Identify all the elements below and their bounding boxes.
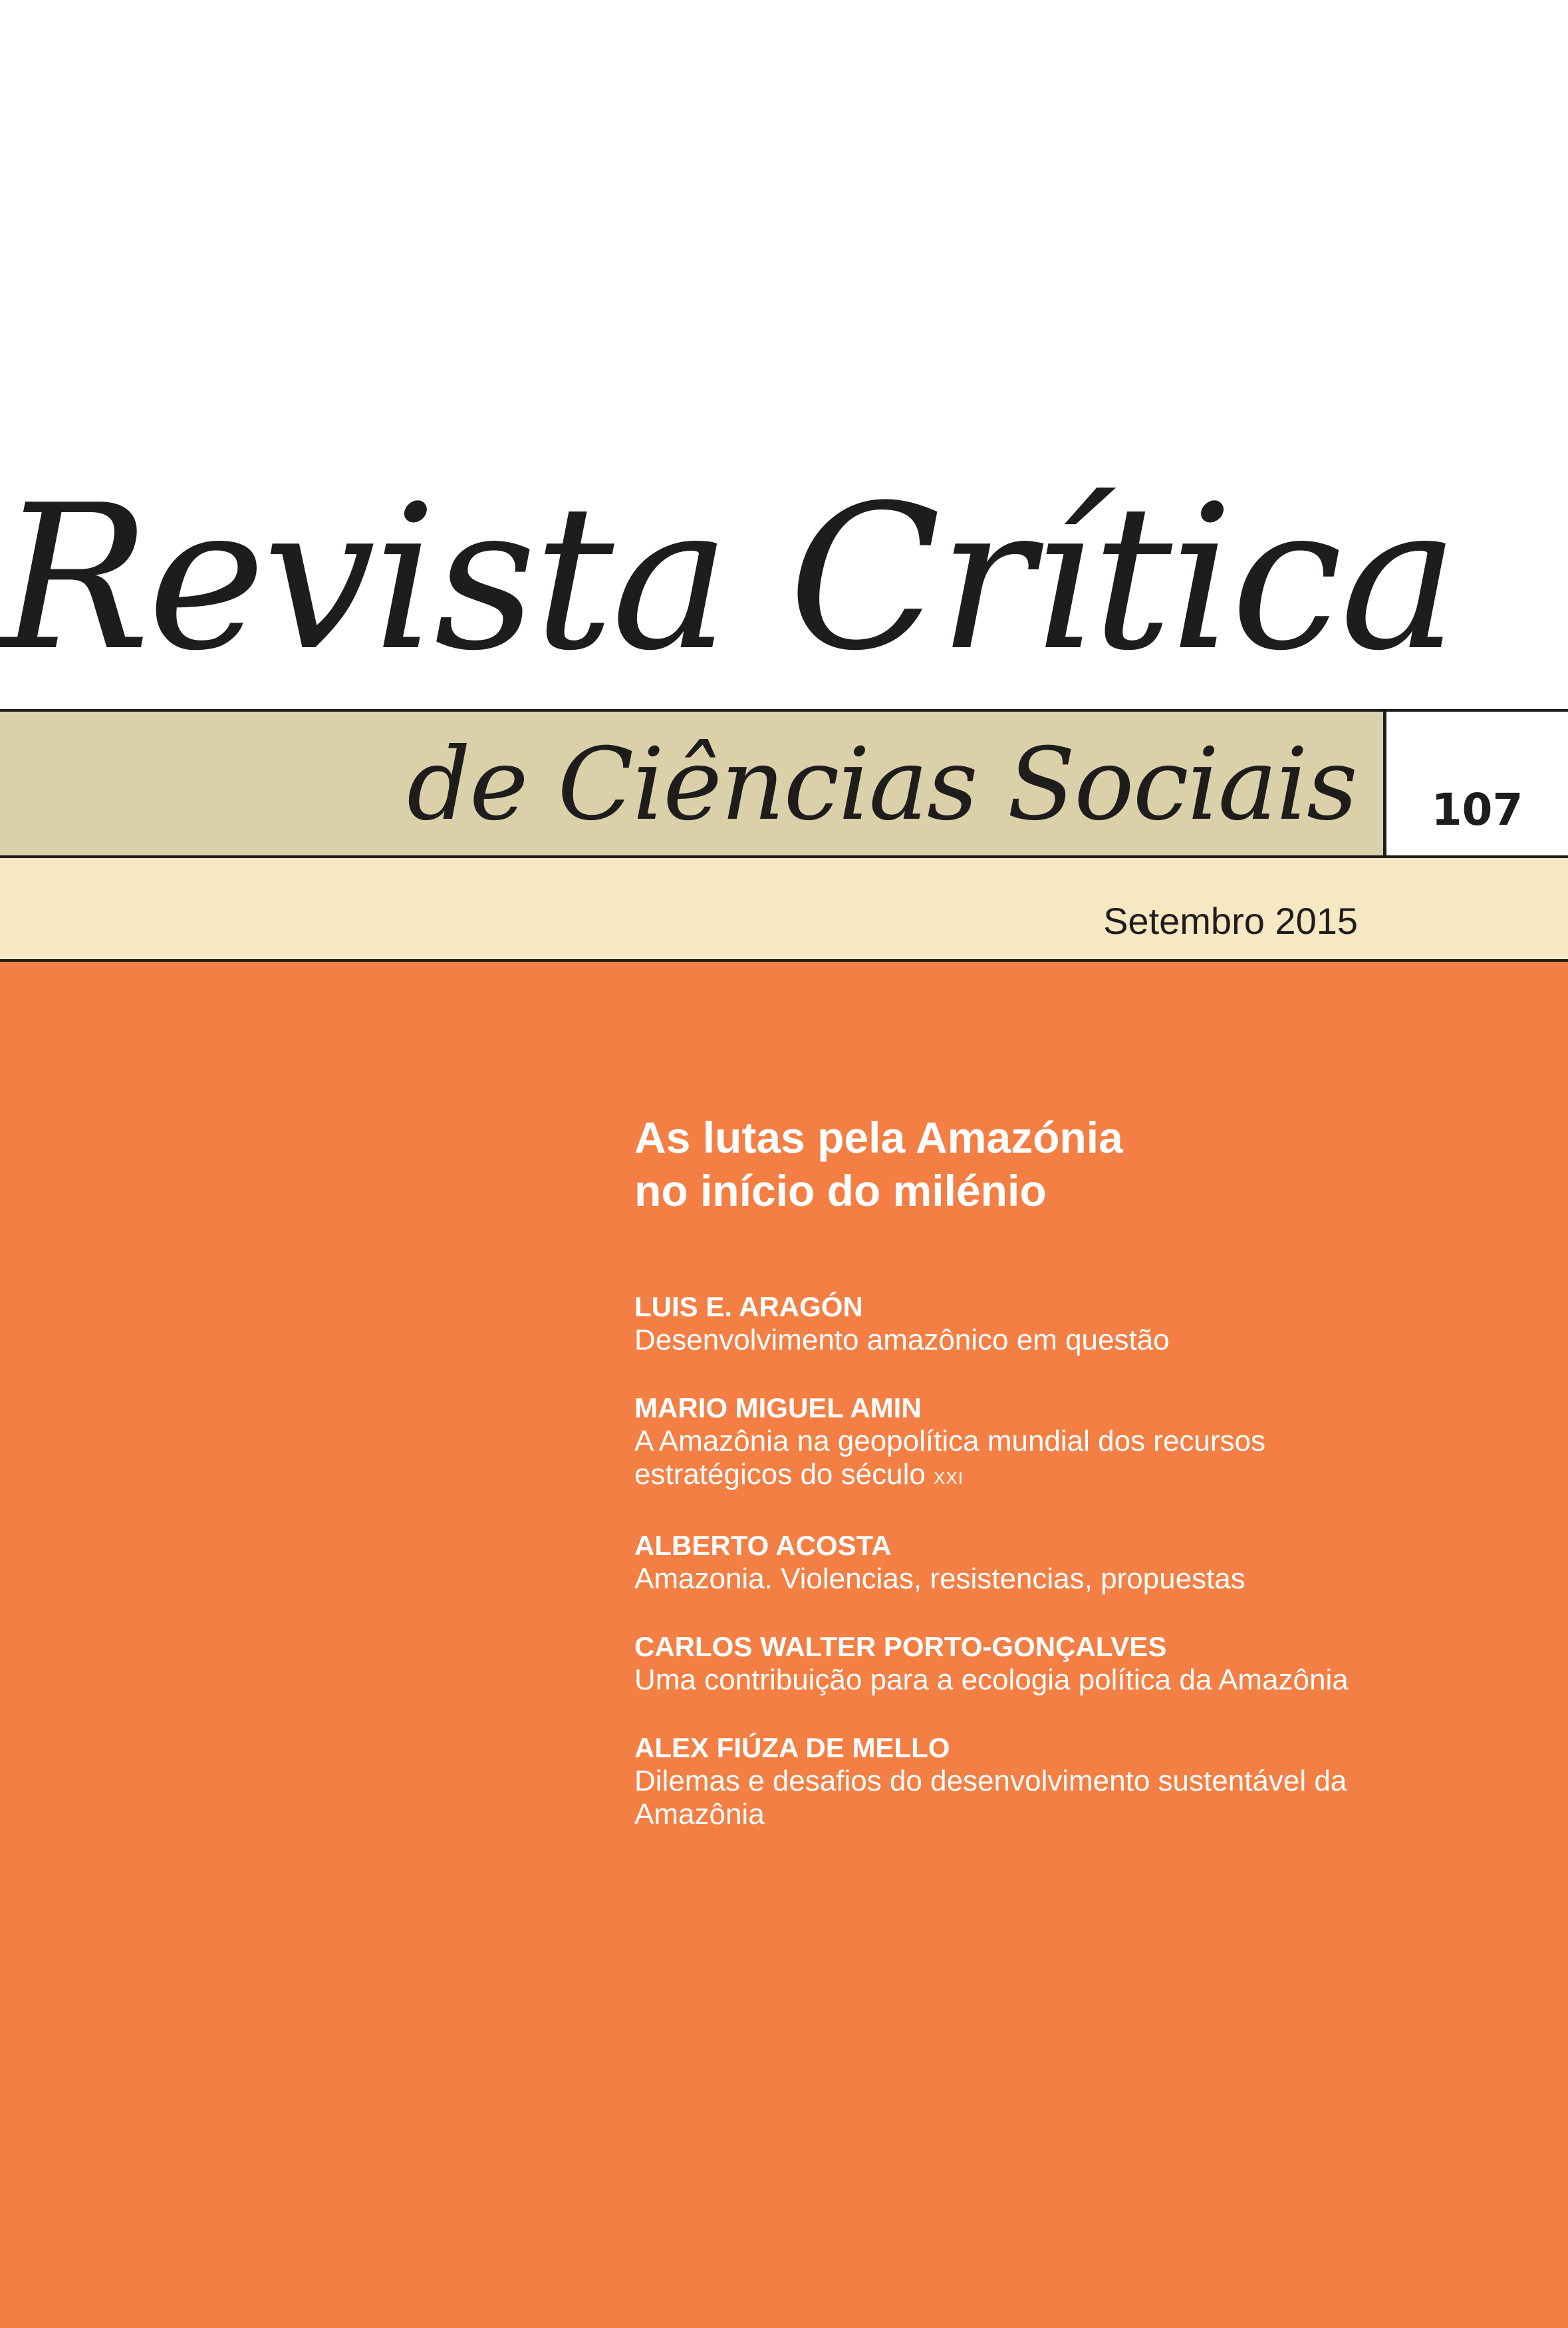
article-title: Dilemas e desafios do desenvolvimento sustentável da Amazônia xyxy=(634,1765,1347,1830)
issue-box xyxy=(1383,712,1568,855)
article-title-text: A Amazônia na geopolítica mundial dos recursos estratégicos do século xyxy=(634,1425,1266,1491)
journal-subtitle: de Ciências Sociais xyxy=(406,727,1357,843)
theme-title-line-1: As lutas pela Amazónia xyxy=(634,1113,1123,1162)
table-of-contents xyxy=(634,1111,1392,1866)
century-numeral: XXI xyxy=(934,1468,964,1488)
issue-number: 107 xyxy=(1431,784,1523,835)
article-item xyxy=(634,1630,1392,1697)
article-title: Uma contribuição para a ecologia política da Amazônia xyxy=(634,1664,1349,1696)
subtitle-band xyxy=(0,709,1568,858)
date-band xyxy=(0,858,1568,962)
article-item xyxy=(634,1391,1392,1495)
article-author: ALBERTO ACOSTA xyxy=(634,1530,892,1561)
issue-date: Setembro 2015 xyxy=(1103,900,1358,942)
journal-title: Revista Crítica xyxy=(0,462,1456,694)
article-author: MARIO MIGUEL AMIN xyxy=(634,1392,922,1423)
article-title: Amazonia. Violencias, resistencias, propuestas xyxy=(634,1562,1245,1595)
article-author: CARLOS WALTER PORTO-GONÇALVES xyxy=(634,1631,1167,1662)
article-author: LUIS E. ARAGÓN xyxy=(634,1291,863,1322)
article-item xyxy=(634,1290,1392,1357)
article-item xyxy=(634,1529,1392,1596)
theme-title-line-2: no início do milénio xyxy=(634,1166,1047,1215)
article-title: Desenvolvimento amazônico em questão xyxy=(634,1324,1170,1356)
article-title xyxy=(634,1425,1392,1495)
article-item xyxy=(634,1731,1392,1831)
article-author: ALEX FIÚZA DE MELLO xyxy=(634,1732,950,1763)
theme-title xyxy=(634,1111,1392,1217)
